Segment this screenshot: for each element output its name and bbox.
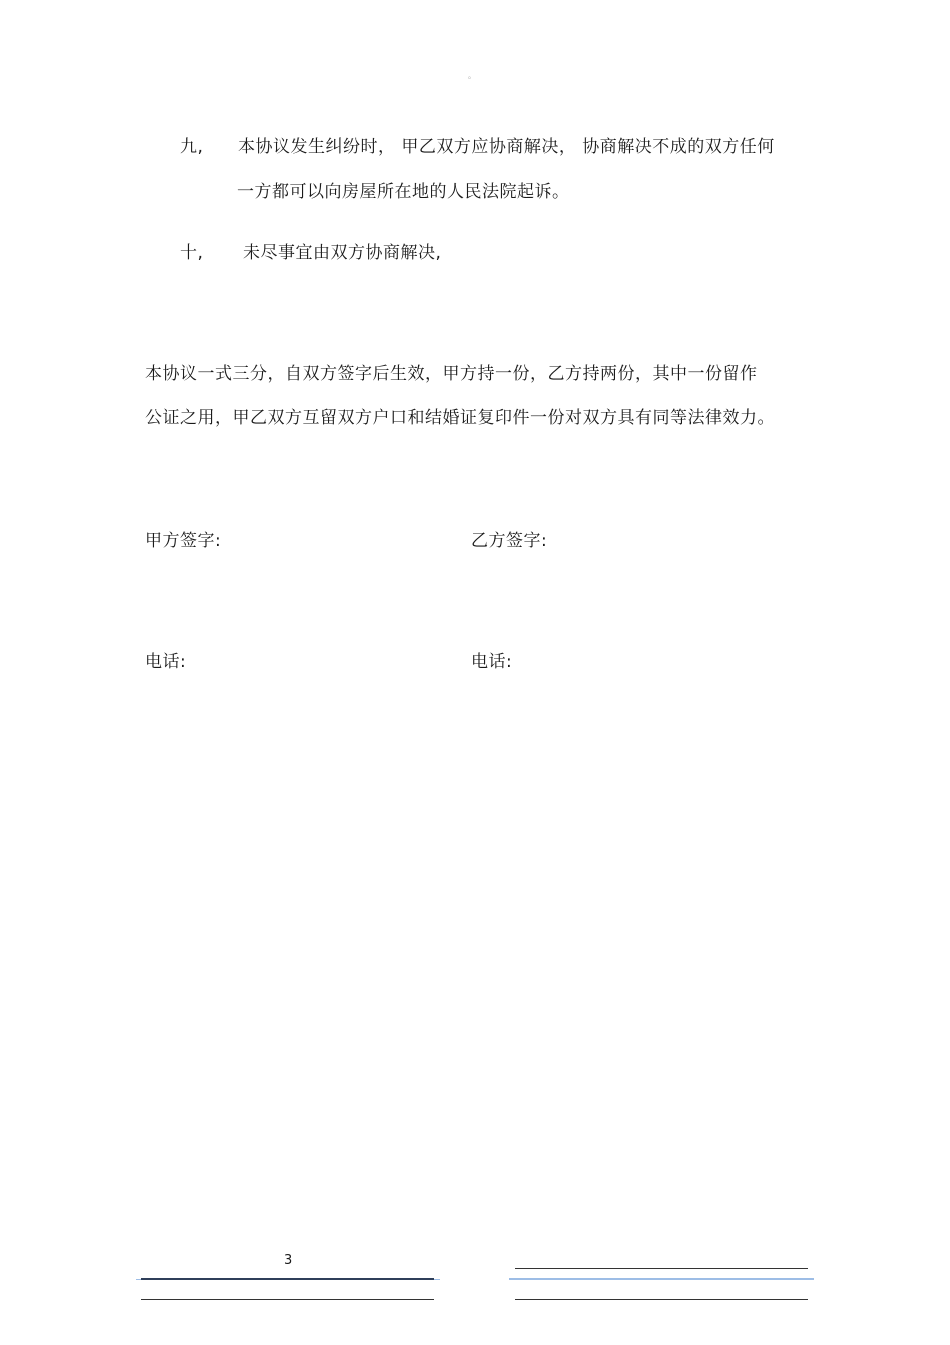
footer-rule-right-blue (509, 1278, 814, 1280)
clause-9-line-1: 本协议发生纠纷时， 甲乙双方应协商解决， 协商解决不成的双方任何 (238, 137, 775, 157)
footer-rule-left-bottom (141, 1299, 434, 1300)
party-b-phone-label: 电话: (471, 652, 513, 672)
party-b-signature-label: 乙方签字: (471, 531, 548, 551)
clause-10-line-1: 未尽事宜由双方协商解决, (243, 243, 442, 263)
party-a-phone-label: 电话: (145, 652, 187, 672)
closing-paragraph-line-2: 公证之用，甲乙双方互留双方户口和结婚证复印件一份对双方具有同等法律效力。 (145, 408, 775, 428)
footer-rule-right-bottom (515, 1299, 808, 1300)
footer-rule-left-dark (141, 1278, 434, 1280)
footer-rule-right-top (515, 1268, 808, 1269)
clause-10-number: 十, (180, 243, 204, 263)
header-mark: 。 (468, 71, 476, 80)
closing-paragraph-line-1: 本协议一式三分，自双方签字后生效，甲方持一份，乙方持两份，其中一份留作 (145, 364, 758, 384)
page-number: 3 (284, 1253, 293, 1268)
clause-9-line-2: 一方都可以向房屋所在地的人民法院起诉。 (237, 182, 570, 202)
party-a-signature-label: 甲方签字: (145, 531, 222, 551)
clause-9-number: 九, (180, 137, 204, 157)
